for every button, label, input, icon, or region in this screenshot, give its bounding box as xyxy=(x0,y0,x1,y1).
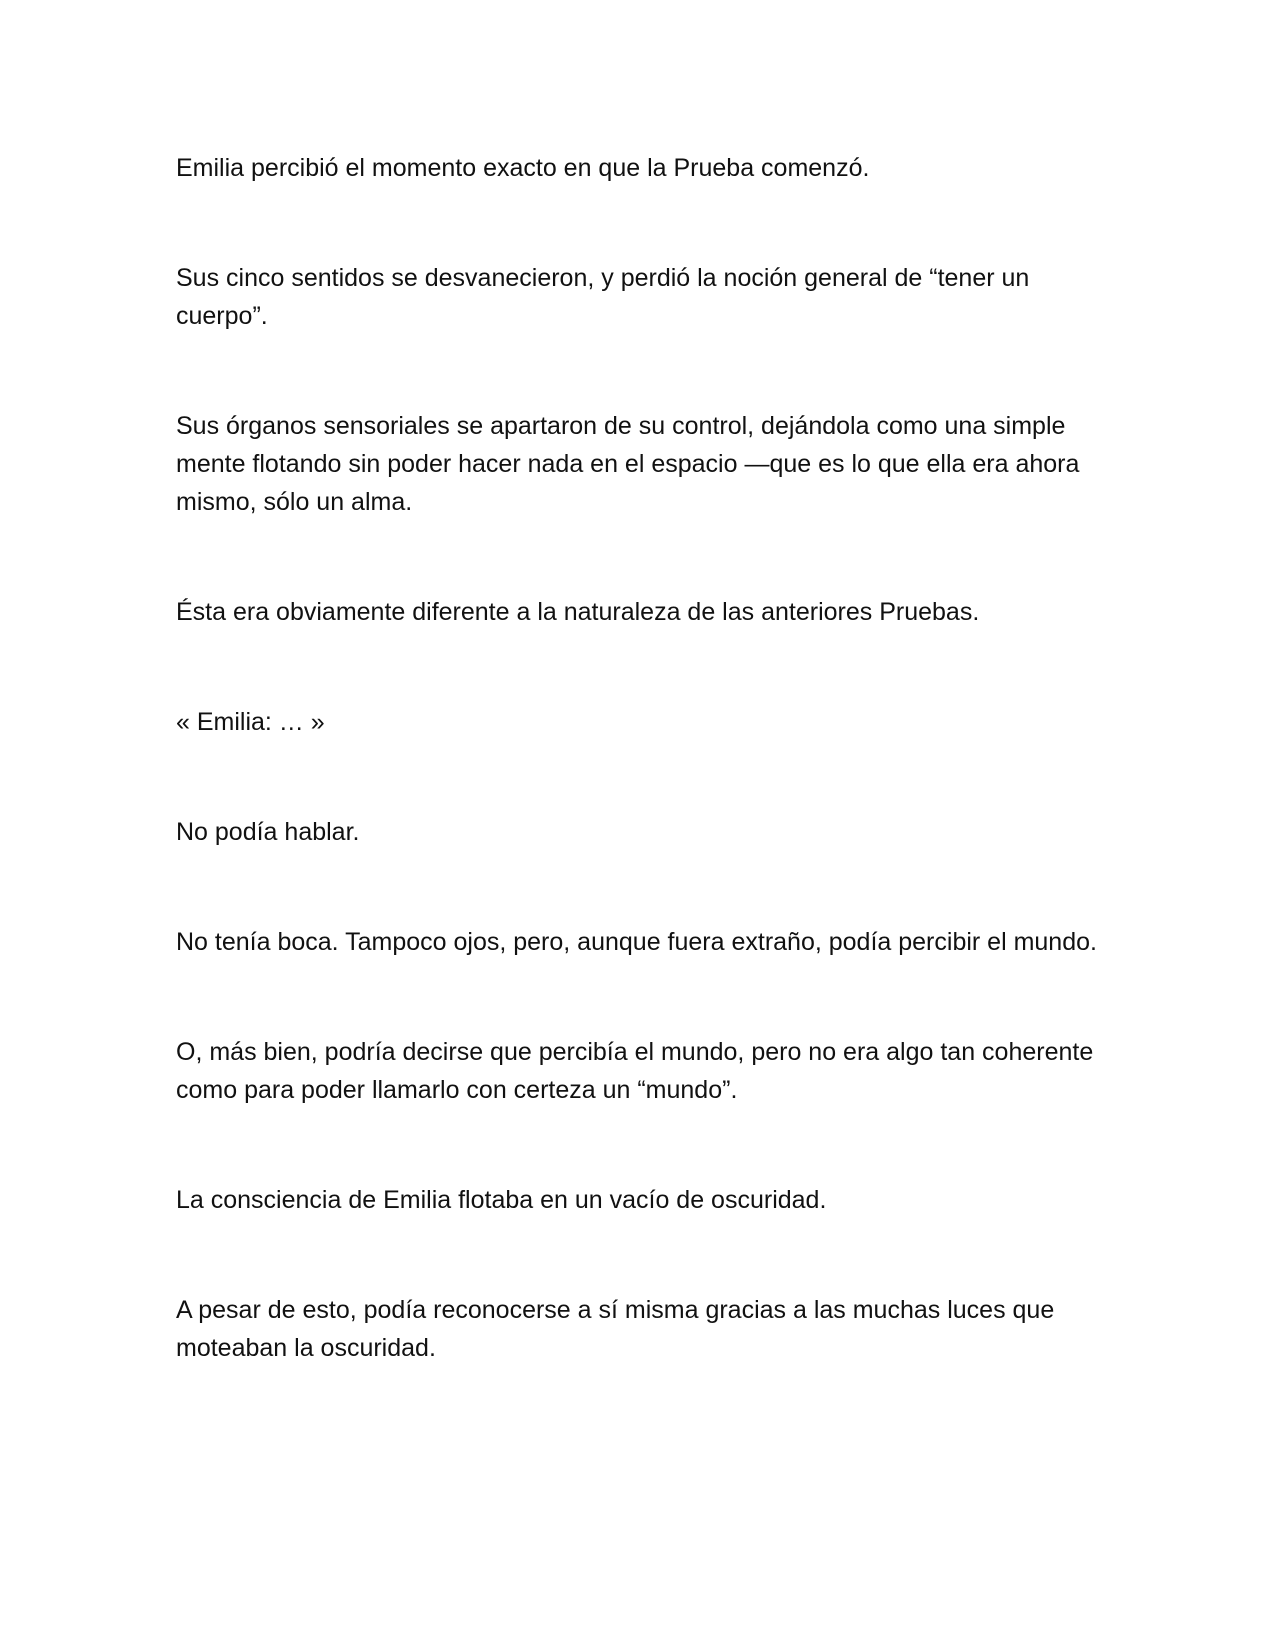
paragraph-9: La consciencia de Emilia flotaba en un vacío de oscuridad. xyxy=(176,1186,827,1214)
paragraph-2: Sus cinco sentidos se desvanecieron, y perdió la noción general de “tener un cuerpo”. xyxy=(176,264,1030,330)
paragraph-8: O, más bien, podría decirse que percibía el mundo, pero no era algo tan coherente como para poder llamarlo con certeza un “mundo”. xyxy=(176,1038,1094,1104)
paragraph-5: « Emilia: … » xyxy=(176,708,325,736)
paragraph-3: Sus órganos sensoriales se apartaron de su control, dejándola como una simple mente flotando sin poder hacer nada en el espacio —que es lo que ella era ahora mismo, sólo un alma. xyxy=(176,412,1080,516)
paragraph-7: No tenía boca. Tampoco ojos, pero, aunque fuera extraño, podía percibir el mundo. xyxy=(176,928,1097,956)
paragraph-10: A pesar de esto, podía reconocerse a sí misma gracias a las muchas luces que moteaban la oscuridad. xyxy=(176,1296,1055,1362)
document-body xyxy=(176,149,1106,1367)
paragraph-4: Ésta era obviamente diferente a la naturaleza de las anteriores Pruebas. xyxy=(176,598,980,626)
paragraph-1: Emilia percibió el momento exacto en que la Prueba comenzó. xyxy=(176,154,870,182)
paragraph-6: No podía hablar. xyxy=(176,818,360,846)
